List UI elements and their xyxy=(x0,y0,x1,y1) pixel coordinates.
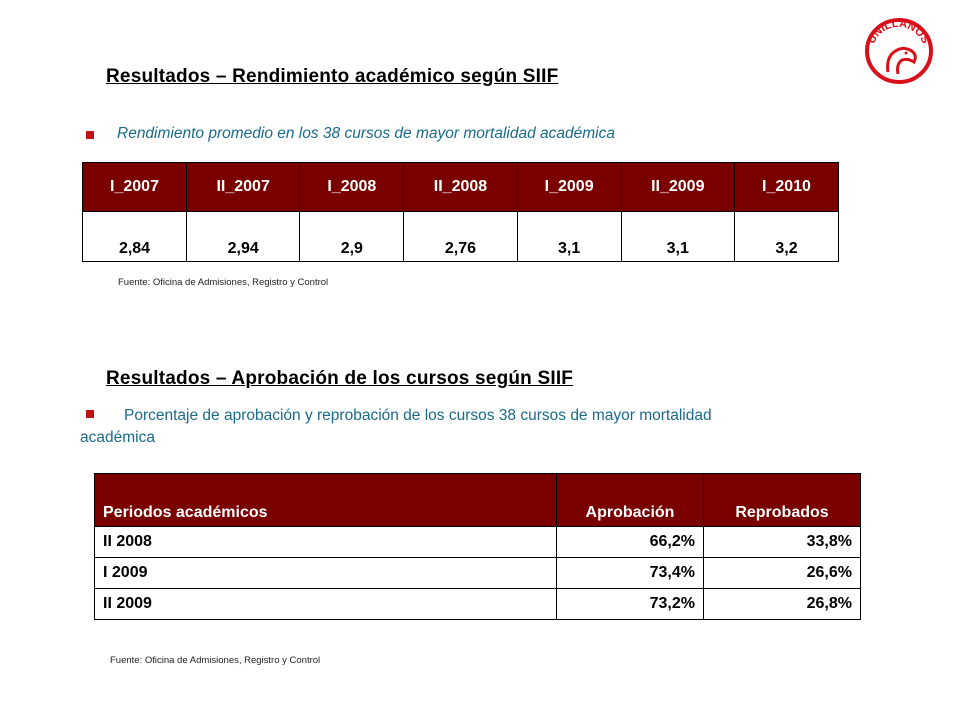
header-cell: II_2008 xyxy=(404,163,517,212)
table-row xyxy=(95,558,861,589)
section2-bullet-text-line2: académica xyxy=(80,429,155,446)
reprobados-cell: 26,8% xyxy=(704,589,861,620)
aprobacion-table xyxy=(94,473,861,620)
unillanos-logo xyxy=(862,14,936,84)
section2-source: Fuente: Oficina de Admisiones, Registro y Control xyxy=(110,655,321,666)
header-cell: II_2009 xyxy=(621,163,734,212)
table-row xyxy=(95,527,861,558)
aprobacion-cell: 66,2% xyxy=(557,527,704,558)
header-cell: I_2010 xyxy=(734,163,838,212)
header-cell: I_2007 xyxy=(83,163,187,212)
bullet-marker xyxy=(86,131,94,139)
header-cell: Aprobación xyxy=(557,474,704,527)
value-cell: 2,76 xyxy=(404,212,517,262)
period-cell: I 2009 xyxy=(95,558,557,589)
header-cell: Reprobados xyxy=(704,474,861,527)
svg-text:UNILLANOS: UNILLANOS xyxy=(865,17,932,46)
value-cell: 3,1 xyxy=(621,212,734,262)
section2-title: Resultados – Aprobación de los cursos según SIIF xyxy=(106,368,574,389)
table-header-row xyxy=(83,163,839,212)
reprobados-cell: 26,6% xyxy=(704,558,861,589)
section2-bullet-text-line1: Porcentaje de aprobación y reprobación de los cursos 38 cursos de mayor mortalidad xyxy=(124,407,712,424)
table-row xyxy=(83,212,839,262)
value-cell: 3,2 xyxy=(734,212,838,262)
aprobacion-cell: 73,2% xyxy=(557,589,704,620)
reprobados-cell: 33,8% xyxy=(704,527,861,558)
header-cell: II_2007 xyxy=(187,163,300,212)
value-cell: 2,94 xyxy=(187,212,300,262)
period-cell: II 2008 xyxy=(95,527,557,558)
period-cell: II 2009 xyxy=(95,589,557,620)
header-cell: I_2009 xyxy=(517,163,621,212)
value-cell: 3,1 xyxy=(517,212,621,262)
table-header-row xyxy=(95,474,861,527)
rendimiento-table xyxy=(82,162,839,262)
aprobacion-cell: 73,4% xyxy=(557,558,704,589)
value-cell: 2,9 xyxy=(300,212,404,262)
header-cell: I_2008 xyxy=(300,163,404,212)
header-cell: Periodos académicos xyxy=(95,474,557,527)
section1-title: Resultados – Rendimiento académico según SIIF xyxy=(106,66,559,87)
section1-source: Fuente: Oficina de Admisiones, Registro y Control xyxy=(118,277,329,288)
bullet-marker xyxy=(86,410,94,418)
value-cell: 2,84 xyxy=(83,212,187,262)
section1-bullet-text: Rendimiento promedio en los 38 cursos de mayor mortalidad académica xyxy=(117,125,615,142)
table-row xyxy=(95,589,861,620)
